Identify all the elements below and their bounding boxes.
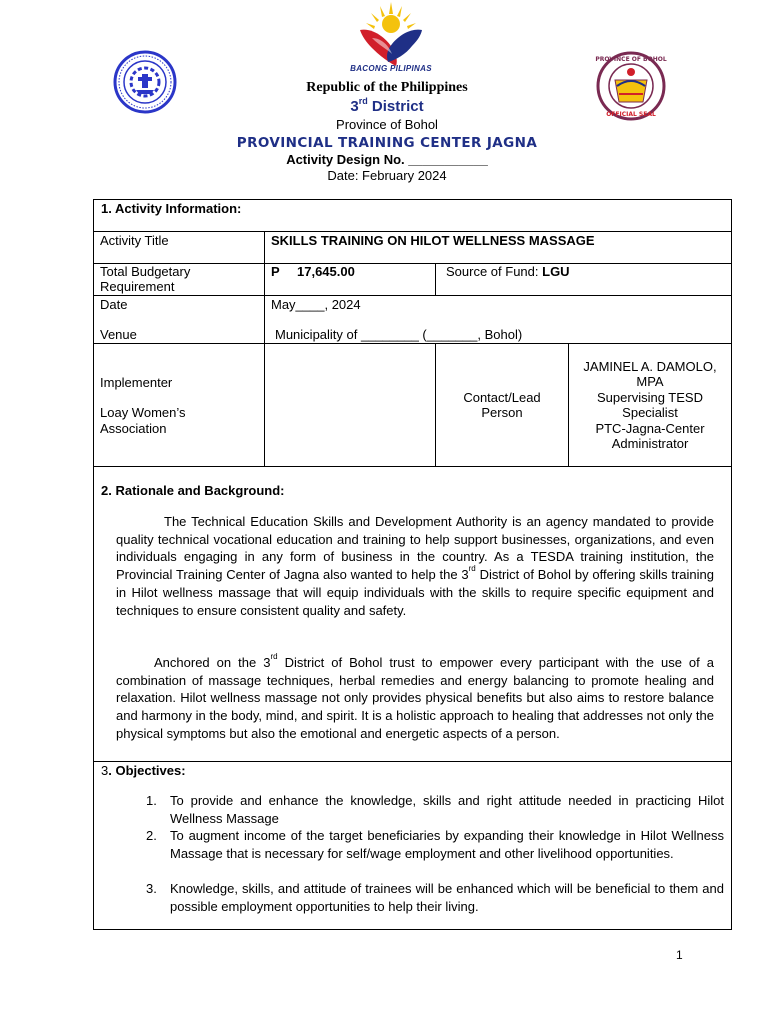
objective-text: To augment income of the target beneficiaries by expanding their knowledge in Hilot Wellness Massage that is necessary for self/wage employment and other livelihood opportunities. <box>170 828 724 861</box>
table-divider <box>93 295 732 296</box>
district-suffix: rd <box>358 96 368 106</box>
province-title: Province of Bohol <box>336 117 438 132</box>
document-date: Date: February 2024 <box>327 168 447 183</box>
section-1-heading: 1. Activity Information: <box>101 201 242 216</box>
table-divider <box>93 343 732 344</box>
venue-label: Venue <box>100 327 137 342</box>
rationale-p2-text-b: District of Bohol trust to empower every participant with the use of a combination of massage techniques, herbal remedies and energy balancing to promote healing and relaxation. Hilot wellness massage not only provides physical benefits but also aims to restore balance and harmony in the body, mind, and spirit. It is a holistic approach to healing that addresses not only the physical symptoms but also the emotional and energetic aspects of a person. <box>116 655 715 741</box>
contact-title-line3: PTC-Jagna-Center <box>595 421 705 436</box>
republic-title: Republic of the Philippines <box>306 80 468 95</box>
contact-title-line1: Supervising TESD <box>597 390 703 405</box>
table-divider <box>93 761 732 762</box>
district-word: District <box>367 98 424 115</box>
implementer-label: Implementer <box>100 375 173 390</box>
budget-value: 17,645.00 <box>297 264 355 279</box>
rationale-paragraph-2 <box>116 654 714 743</box>
objective-number: 2. <box>146 828 157 843</box>
rationale-p1-text-b: District of Bohol by offering skills training in Hilot wellness massage that will equip individuals with the skills to require specific equipment and techniques to ensure consistent quality and safety. <box>116 567 714 618</box>
activity-design-number: Activity Design No. ___________ <box>286 152 488 167</box>
contact-title-line4: Administrator <box>611 436 689 451</box>
seal-text-bottom: OFFICIAL SEAL <box>606 111 656 118</box>
objective-text: To provide and enhance the knowledge, skills and right attitude needed in practicing Hilot Wellness Massage <box>170 793 724 826</box>
page-number: 1 <box>676 948 683 962</box>
rationale-p2-sup: rd <box>270 652 278 661</box>
district-number: 3 <box>350 98 359 115</box>
objective-number: 3. <box>146 881 157 896</box>
contact-name-line1: JAMINEL A. DAMOLO, <box>583 359 717 374</box>
activity-title-label: Activity Title <box>100 233 169 248</box>
activity-title-value: SKILLS TRAINING ON HILOT WELLNESS MASSAGE <box>271 233 595 248</box>
objective-item <box>146 827 724 862</box>
table-divider <box>93 466 732 467</box>
rationale-p1-text-a: The Technical Education Skills and Development Authority is an agency mandated to provide quality technical vocational education and training to help support businesses, organizations, and even individuals engaging in any form of business in the country. As a TESDA training institution, the Provincial Training Center of Jagna also wanted to help the 3 <box>116 514 714 583</box>
fund-value: LGU <box>542 264 570 279</box>
objective-number: 1. <box>146 793 157 808</box>
date-value: May____, 2024 <box>271 297 361 312</box>
implementer-value-line2: Association <box>100 421 167 436</box>
venue-value: Municipality of ________ (_______, Bohol) <box>275 327 523 342</box>
budget-currency: P <box>271 264 280 279</box>
objective-item <box>146 792 724 827</box>
section-3-number: 3 <box>101 763 109 778</box>
table-column-divider <box>264 231 265 466</box>
budget-label-line2: Requirement <box>100 279 175 294</box>
contact-title-line2: Specialist <box>622 405 678 420</box>
district-title <box>3 98 768 115</box>
section-2-heading: 2. Rationale and Background: <box>101 483 285 498</box>
contact-name-line2: MPA <box>636 374 664 389</box>
date-label: Date <box>100 297 128 312</box>
objective-text: Knowledge, skills, and attitude of trainees will be enhanced which will be beneficial to them and possible employment opportunities to help their living. <box>170 881 724 914</box>
rationale-p1-sup: rd <box>468 564 476 574</box>
seal-text-top: PROVINCE OF BOHOL <box>595 56 667 63</box>
objective-item <box>146 880 724 915</box>
table-column-divider <box>435 263 436 295</box>
budget-label-line1: Total Budgetary <box>100 264 191 279</box>
contact-label-line2: Person <box>481 405 523 420</box>
fund-label: Source of Fund: <box>446 264 543 279</box>
section-3-title: . Objectives: <box>108 763 186 778</box>
section-3-heading <box>101 763 186 779</box>
rationale-p2-text-a: Anchored on the 3 <box>154 655 271 670</box>
implementer-value-line1: Loay Women’s <box>100 405 186 420</box>
contact-label-line1: Contact/Lead <box>463 390 541 405</box>
logo-caption: BACONG PILIPINAS <box>350 64 432 73</box>
table-divider <box>93 231 732 232</box>
rationale-paragraph-1 <box>116 513 714 619</box>
training-center-title: PROVINCIAL TRAINING CENTER JAGNA <box>236 135 538 151</box>
source-of-fund <box>446 264 570 280</box>
